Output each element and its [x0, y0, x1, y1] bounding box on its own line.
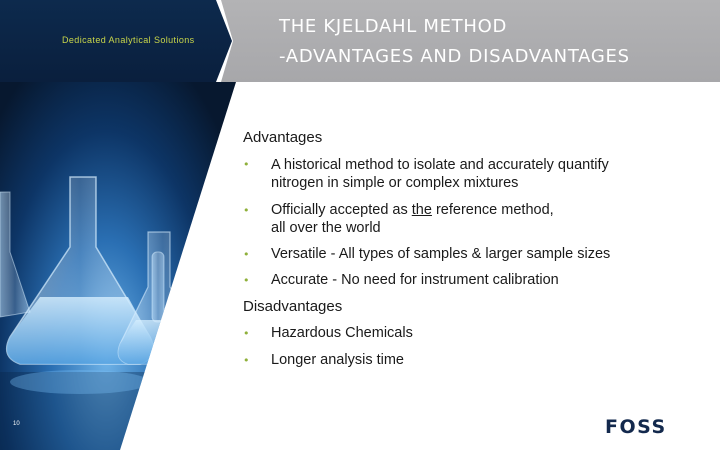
advantage-item-2-underlined: the	[411, 202, 432, 218]
slide-title-line-1: THE KJELDAHL METHOD	[279, 16, 508, 37]
page-number: 10	[13, 421, 20, 427]
lab-glassware-photo	[0, 82, 236, 450]
advantage-item-2-line-1	[271, 201, 554, 219]
advantage-item-3: Versatile - All types of samples & larger sample sizes	[271, 246, 611, 262]
advantage-item-2-line-2: all over the world	[271, 220, 381, 236]
header-title-band	[221, 0, 720, 82]
disadvantage-item-1: Hazardous Chemicals	[271, 325, 413, 341]
foss-logo: FOSS	[605, 416, 667, 438]
bullet-icon: •	[243, 204, 250, 217]
slide-title-line-2: -ADVANTAGES AND DISADVANTAGES	[279, 46, 630, 67]
advantage-item-1-line-2: nitrogen in simple or complex mixtures	[271, 175, 519, 191]
bullet-icon: •	[243, 248, 250, 261]
advantage-item-2-text-b: reference method,	[431, 202, 554, 218]
advantage-item-4: Accurate - No need for instrument calibration	[271, 272, 559, 288]
bullet-icon: •	[243, 327, 250, 340]
flask-illustration	[0, 82, 236, 450]
bullet-icon: •	[243, 158, 250, 171]
advantage-item-1-line-1: A historical method to isolate and accurately quantify	[271, 157, 609, 173]
disadvantage-item-2: Longer analysis time	[271, 352, 404, 368]
bullet-icon: •	[243, 354, 250, 367]
advantage-item-2-text-a: Officially accepted as	[271, 202, 412, 218]
bullet-icon: •	[243, 274, 250, 287]
tagline: Dedicated Analytical Solutions	[62, 35, 195, 45]
advantage-item-1	[271, 156, 609, 192]
test-tube	[152, 252, 164, 322]
advantage-item-2	[271, 201, 554, 237]
advantages-heading: Advantages	[243, 129, 323, 146]
disadvantages-heading: Disadvantages	[243, 298, 343, 315]
flask-small	[0, 192, 30, 317]
